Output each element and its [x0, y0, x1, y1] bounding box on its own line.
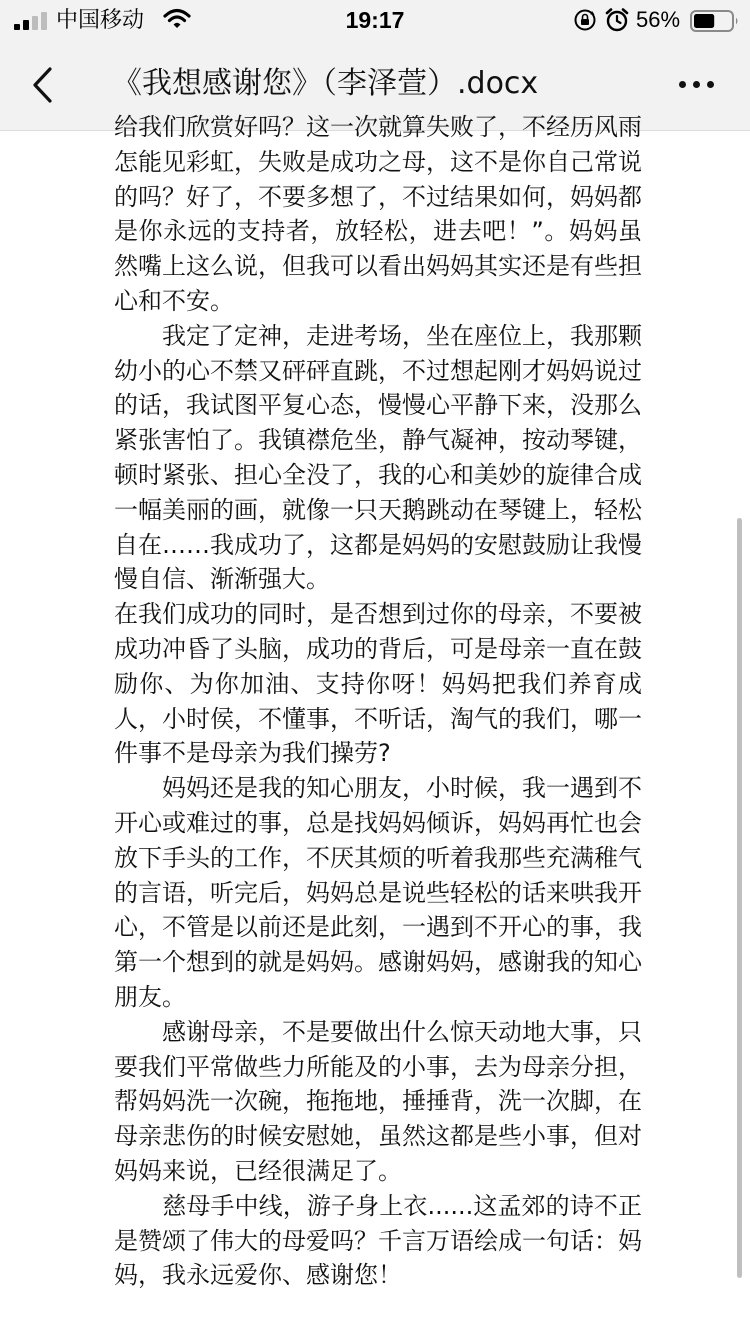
- status-time: 19:17: [345, 7, 405, 33]
- alarm-icon: [604, 7, 630, 38]
- more-horizontal-icon: [679, 81, 686, 88]
- back-button[interactable]: [22, 62, 62, 108]
- battery-icon: [690, 10, 740, 37]
- document-title: 《我想感谢您》（李泽萱）.docx: [112, 66, 539, 101]
- document-viewer[interactable]: [0, 113, 750, 1334]
- scrollbar[interactable]: [737, 518, 742, 1278]
- orientation-lock-icon: [573, 8, 597, 37]
- paragraph: 在我们成功的同时，是否想到过你的母亲，不要被成功冲昏了头脑，成功的背后，可是母亲一直在鼓励你、为你加油、支持你呀！妈妈把我们养育成人，小时侯，不懂事，不听话，淘气的我们，哪一件事不是母亲为我们操劳?: [114, 600, 642, 768]
- carrier-name: 中国移动: [56, 7, 145, 32]
- more-button[interactable]: [672, 64, 720, 104]
- paragraph: 给我们欣赏好吗？这一次就算失败了，不经历风雨怎能见彩虹，失败是成功之母，这不是你自己常说的吗？好了，不要多想了，不过结果如何，妈妈都是你永远的支持者，放轻松，进去吧！”。妈妈虽然嘴上这么说，但我可以看出妈妈其实还是有些担心和不安。: [114, 113, 642, 315]
- paragraph: 感谢母亲，不是要做出什么惊天动地大事，只要我们平常做些力所能及的小事，去为母亲分担，帮妈妈洗一次碗，拖拖地，捶捶背，洗一次脚，在母亲悲伤的时候安慰她，虽然这都是些小事，但对妈妈来说，已经很满足了。: [114, 1017, 642, 1185]
- document-body: [114, 110, 642, 1293]
- chevron-left-icon: [30, 66, 54, 104]
- paragraph: 我定了定神，走进考场，坐在座位上，我那颗幼小的心不禁又砰砰直跳，不过想起刚才妈妈说过的话，我试图平复心态，慢慢心平静下来，没那么紧张害怕了。我镇襟危坐，静气凝神，按动琴键，顿时紧张、担心全没了，我的心和美妙的旋律合成一幅美丽的画，就像一只天鹅跳动在琴键上，轻松自在……我成功了，这都是妈妈的安慰鼓励让我慢慢自信、渐渐强大。: [114, 321, 642, 594]
- battery-percentage: 56%: [636, 7, 681, 32]
- paragraph: 慈母手中线，游子身上衣......这孟郊的诗不正是赞颂了伟大的母爱吗？千言万语绘成一句话：妈妈，我永远爱你、感谢您！: [114, 1191, 642, 1290]
- paragraph: 妈妈还是我的知心朋友，小时候，我一遇到不开心或难过的事，总是找妈妈倾诉，妈妈再忙也会放下手头的工作，不厌其烦的听着我那些充满稚气的言语，听完后，妈妈总是说些轻松的话来哄我开心，不管是以前还是此刻，一遇到不开心的事，我第一个想到的就是妈妈。感谢妈妈，感谢我的知心朋友。: [114, 774, 642, 1011]
- status-bar: [0, 0, 750, 40]
